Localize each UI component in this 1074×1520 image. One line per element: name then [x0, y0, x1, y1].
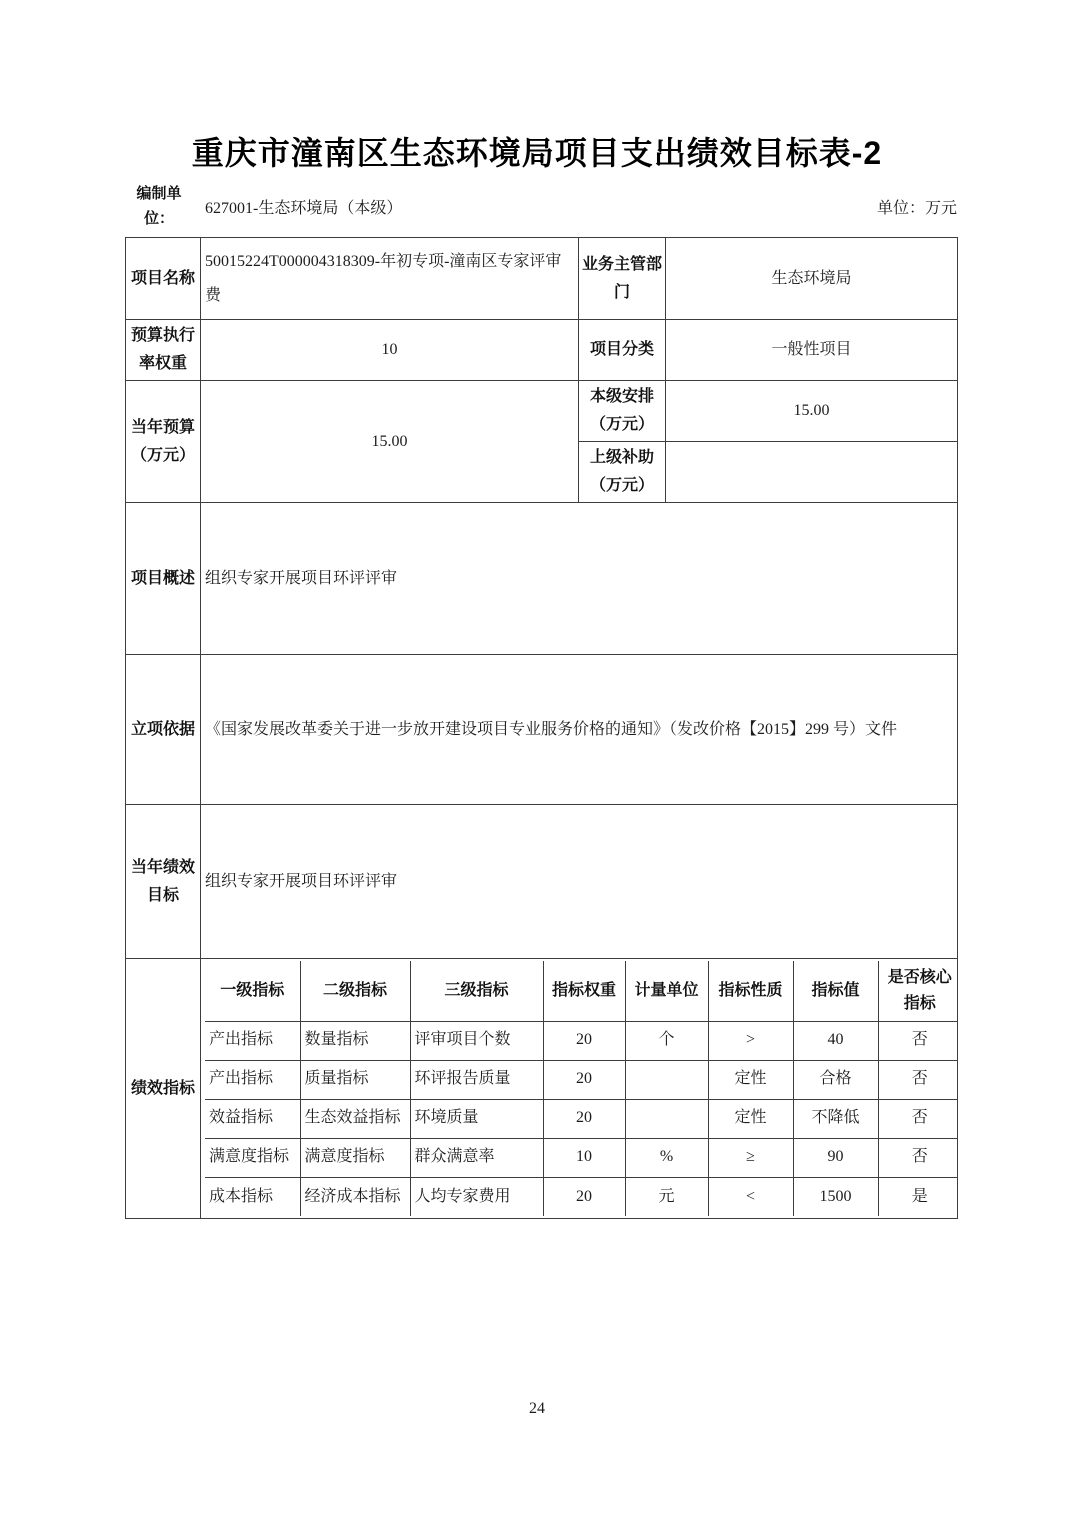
indicator-cell: 定性 [708, 1099, 793, 1138]
indicator-cell: 40 [793, 1021, 878, 1060]
header-weight: 指标权重 [543, 961, 625, 1021]
indicator-cell: 否 [878, 1060, 958, 1099]
table-row [126, 655, 958, 805]
header-level2: 二级指标 [300, 961, 410, 1021]
indicator-cell: 数量指标 [300, 1021, 410, 1060]
indicator-cell: 是 [878, 1177, 958, 1216]
table-row [126, 805, 958, 959]
overview-value: 组织专家开展项目环评评审 [201, 503, 958, 655]
indicator-cell: 成本指标 [205, 1177, 300, 1216]
year-budget-value: 15.00 [201, 381, 579, 503]
indicator-cell: 20 [543, 1021, 625, 1060]
superior-subsidy-label: 上级补助（万元） [579, 442, 666, 503]
superior-subsidy-value [666, 442, 958, 503]
indicator-cell: 产出指标 [205, 1021, 300, 1060]
indicator-cell: 否 [878, 1021, 958, 1060]
unit-note: 单位：万元 [876, 199, 957, 217]
header-value: 指标值 [793, 961, 878, 1021]
indicator-cell: 否 [878, 1099, 958, 1138]
overview-label: 项目概述 [126, 503, 201, 655]
indicator-section-row [126, 959, 958, 1219]
table-row [126, 238, 958, 320]
indicator-row [205, 1021, 958, 1060]
header-level1: 一级指标 [205, 961, 300, 1021]
table-row [126, 381, 958, 442]
project-name-value: 50015224T000004318309-年初专项-潼南区专家评审费 [201, 238, 579, 320]
indicator-cell: 10 [543, 1138, 625, 1177]
indicator-cell [625, 1060, 708, 1099]
indicator-section-label: 绩效指标 [126, 959, 201, 1219]
indicator-cell: 评审项目个数 [410, 1021, 543, 1060]
indicator-cell: < [708, 1177, 793, 1216]
indicator-row [205, 1099, 958, 1138]
indicator-cell: 元 [625, 1177, 708, 1216]
local-arrangement-label: 本级安排（万元） [579, 381, 666, 442]
indicator-row [205, 1138, 958, 1177]
page-title: 重庆市潼南区生态环境局项目支出绩效目标表-2 [191, 135, 883, 171]
indicator-cell: 生态效益指标 [300, 1099, 410, 1138]
header-level3: 三级指标 [410, 961, 543, 1021]
indicator-cell: 90 [793, 1138, 878, 1177]
header-core: 是否核心指标 [878, 961, 958, 1021]
basis-value: 《国家发展改革委关于进一步放开建设项目专业服务价格的通知》（发改价格【2015】299 号）文件 [201, 655, 958, 805]
indicator-cell: 合格 [793, 1060, 878, 1099]
prepared-by-value: 627001-生态环境局（本级） [205, 199, 403, 217]
indicator-cell: 产出指标 [205, 1060, 300, 1099]
meta-row [125, 178, 957, 234]
header-unit: 计量单位 [625, 961, 708, 1021]
indicator-cell: 人均专家费用 [410, 1177, 543, 1216]
year-budget-label: 当年预算（万元） [126, 381, 201, 503]
project-info-table [125, 237, 958, 1219]
indicator-cell: > [708, 1021, 793, 1060]
indicator-cell: 不降低 [793, 1099, 878, 1138]
table-row [126, 503, 958, 655]
local-arrangement-value: 15.00 [666, 381, 958, 442]
indicator-cell: 1500 [793, 1177, 878, 1216]
indicator-cell: % [625, 1138, 708, 1177]
budget-exec-weight-value: 10 [201, 320, 579, 381]
indicator-cell: 质量指标 [300, 1060, 410, 1099]
indicator-cell: 定性 [708, 1060, 793, 1099]
page-number: 24 [529, 1400, 545, 1417]
dept-value: 生态环境局 [666, 238, 958, 320]
dept-label: 业务主管部门 [579, 238, 666, 320]
indicator-cell: 满意度指标 [300, 1138, 410, 1177]
indicator-cell: 效益指标 [205, 1099, 300, 1138]
category-value: 一般性项目 [666, 320, 958, 381]
table-row [126, 320, 958, 381]
indicator-cell: ≥ [708, 1138, 793, 1177]
indicator-cell: 20 [543, 1177, 625, 1216]
annual-target-label: 当年绩效目标 [126, 805, 201, 959]
annual-target-value: 组织专家开展项目环评评审 [201, 805, 958, 959]
indicator-row [205, 1060, 958, 1099]
indicator-table [205, 961, 958, 1216]
indicator-cell: 经济成本指标 [300, 1177, 410, 1216]
indicator-cell: 群众满意率 [410, 1138, 543, 1177]
header-nature: 指标性质 [708, 961, 793, 1021]
indicator-cell: 环评报告质量 [410, 1060, 543, 1099]
indicator-table-container [201, 959, 958, 1219]
prepared-by-label: 编制单位： [136, 185, 182, 227]
project-name-label: 项目名称 [126, 238, 201, 320]
indicator-cell: 个 [625, 1021, 708, 1060]
indicator-row [205, 1177, 958, 1216]
indicator-cell [625, 1099, 708, 1138]
category-label: 项目分类 [579, 320, 666, 381]
indicator-cell: 环境质量 [410, 1099, 543, 1138]
budget-exec-weight-label: 预算执行率权重 [126, 320, 201, 381]
indicator-header-row [205, 961, 958, 1021]
indicator-cell: 否 [878, 1138, 958, 1177]
indicator-cell: 满意度指标 [205, 1138, 300, 1177]
indicator-cell: 20 [543, 1099, 625, 1138]
indicator-cell: 20 [543, 1060, 625, 1099]
basis-label: 立项依据 [126, 655, 201, 805]
